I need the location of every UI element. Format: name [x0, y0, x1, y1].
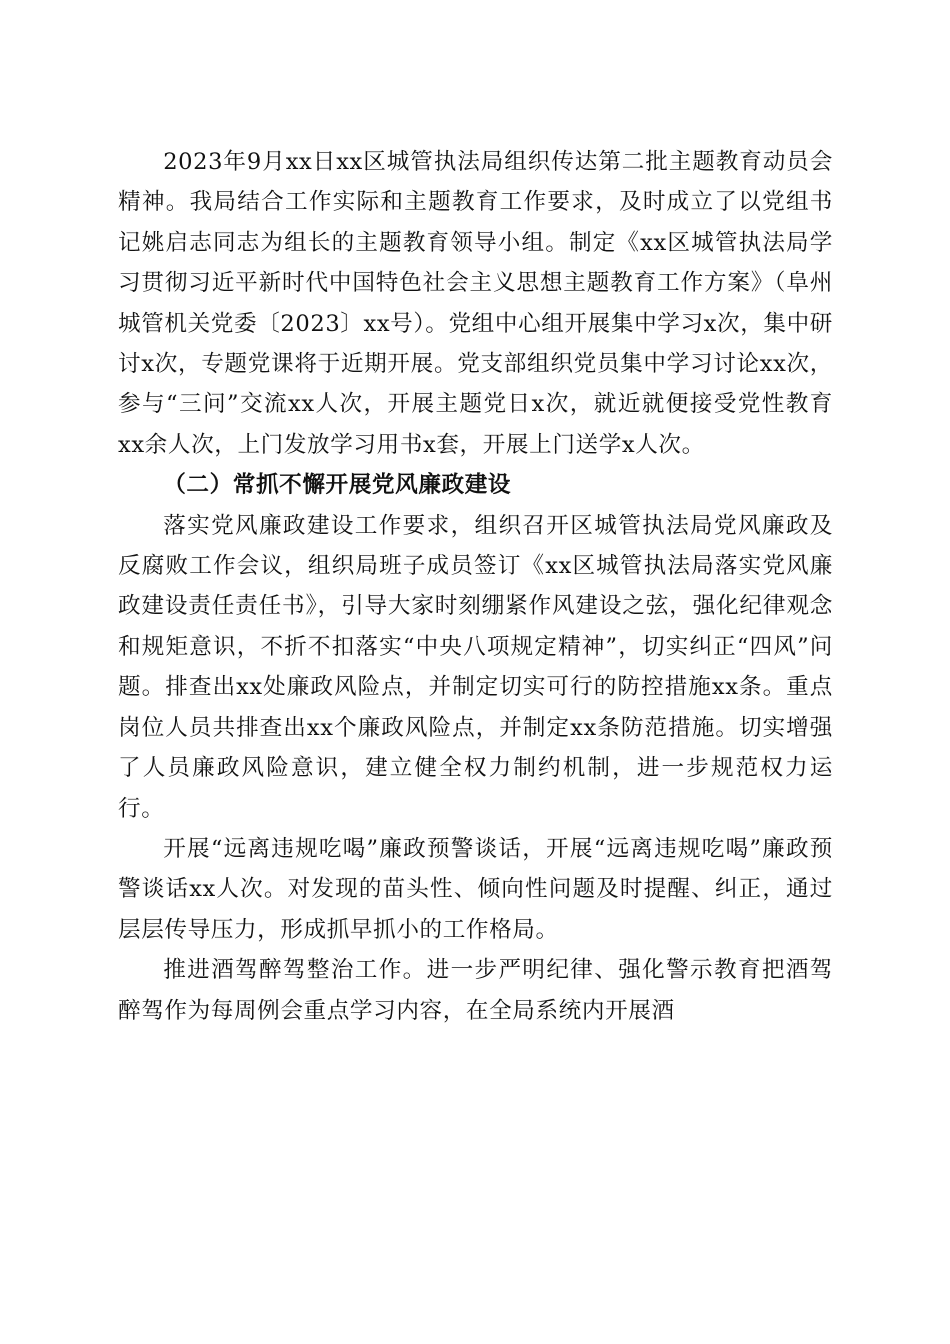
paragraph-drunk-driving: 推进酒驾醉驾整治工作。进一步严明纪律、强化警示教育把酒驾醉驾作为每周例会重点学习内容，在全局系统内开展酒: [118, 957, 833, 1024]
paragraph-theme-education: 2023年9月xx日xx区城管执法局组织传达第二批主题教育动员会精神。我局结合工作实际和主题教育工作要求，及时成立了以党组书记姚启志同志为组长的主题教育领导小组。制定《xx区城管执法局学习贯彻习近平新时代中国特色社会主义思想主题教育工作方案》（阜州城管机关党委〔2023〕xx号）。党组中心组开展集中学习x次，集中研讨x次，专题党课将于近期开展。党支部组织党员集中学习讨论xx次，参与“三问”交流xx人次，开展主题党日x次，就近就便接受党性教育xx余人次，上门发放学习用书x套，开展上门送学x人次。: [118, 149, 833, 458]
section-heading-party-conduct: （二）常抓不懈开展党风廉政建设: [163, 472, 512, 499]
document-body: [118, 142, 833, 1031]
paragraph-warning-talks: 开展“远离违规吃喝”廉政预警谈话，开展“远离违规吃喝”廉政预警谈话xx人次。对发现的苗头性、倾向性问题及时提醒、纠正，通过层层传导压力，形成抓早抓小的工作格局。: [118, 835, 833, 943]
paragraph-anti-corruption: 落实党风廉政建设工作要求，组织召开区城管执法局党风廉政及反腐败工作会议，组织局班子成员签订《xx区城管执法局落实党风廉政建设责任责任书》，引导大家时刻绷紧作风建设之弦，强化纪律观念和规矩意识，不折不扣落实“中央八项规定精神”，切实纠正“四风”问题。排查出xx处廉政风险点，并制定切实可行的防控措施xx条。重点岗位人员共排查出xx个廉政风险点，并制定xx条防范措施。切实增强了人员廉政风险意识，建立健全权力制约机制，进一步规范权力运行。: [118, 512, 833, 822]
